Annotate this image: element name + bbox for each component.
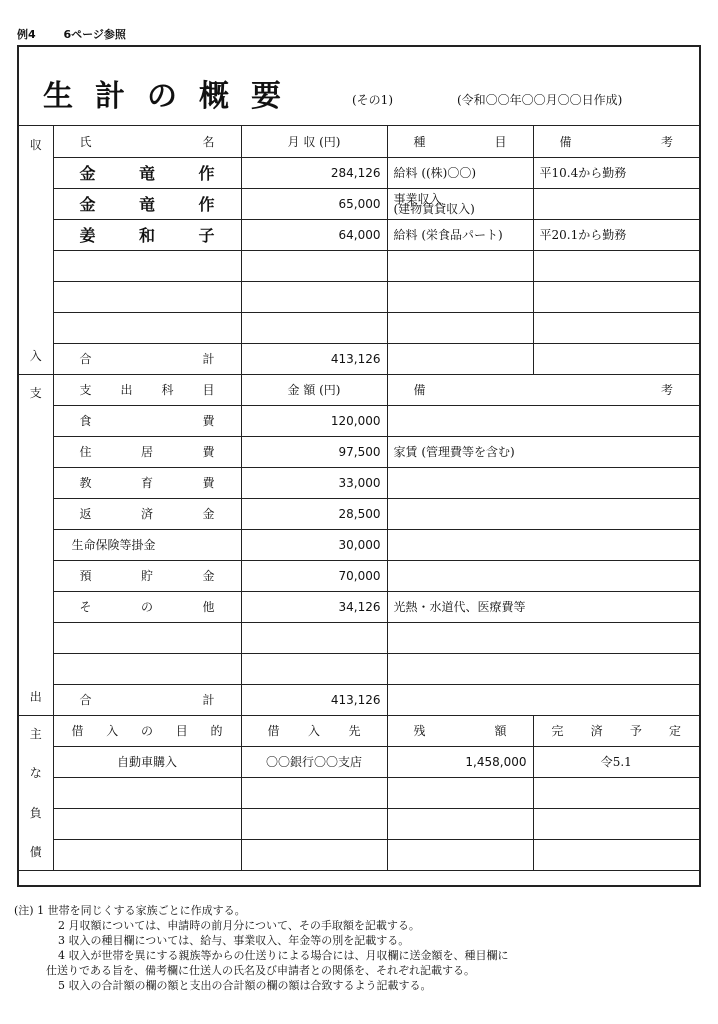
label-char: 入 <box>307 724 320 738</box>
living-summary-form <box>17 45 701 887</box>
label-char: 生命保険等掛金 <box>71 538 156 552</box>
income-amount-cell: 64,000 <box>241 219 387 250</box>
section-label <box>25 384 47 705</box>
expense-remarks-cell <box>387 467 699 498</box>
table-row <box>19 281 699 312</box>
table-row <box>19 405 699 436</box>
note-line: 5 収入の合計額の欄の額と支出の合計額の欄の額は合致するよう記載する。 <box>58 979 432 992</box>
label-char: 金 <box>202 507 215 521</box>
label-char: 居 <box>140 445 153 459</box>
empty-cell <box>53 777 241 808</box>
title-date: (令和〇〇年〇〇月〇〇日作成) <box>457 93 623 107</box>
title-part: (その1) <box>352 93 393 107</box>
label-char: 竜 <box>138 195 155 214</box>
section-label <box>25 725 47 860</box>
label-char: 出 <box>120 383 133 397</box>
label-char: 済 <box>140 507 153 521</box>
empty-cell <box>53 250 241 281</box>
income-name-cell <box>53 157 241 188</box>
table-row <box>19 126 699 157</box>
spread-label <box>60 223 235 246</box>
expense-item-header <box>53 374 241 405</box>
label-char: 額 <box>494 724 507 738</box>
label-char: 入 <box>29 348 42 363</box>
label-char: 金 <box>202 569 215 583</box>
label-char: 竜 <box>138 164 155 183</box>
expense-remarks-cell <box>387 498 699 529</box>
income-remarks-header <box>533 126 699 157</box>
empty-cell <box>53 808 241 839</box>
doc-header <box>17 26 126 42</box>
debt-purpose-cell: 自動車購入 <box>53 746 241 777</box>
note-line: (注) 1 世帯を同じくする家族ごとに作成する。 <box>14 904 246 917</box>
page-title: 生計の概要 <box>43 79 303 114</box>
expense-item-cell <box>53 405 241 436</box>
empty-cell <box>241 839 387 870</box>
empty-cell <box>533 250 699 281</box>
label-char: 支 <box>79 383 92 397</box>
empty-cell <box>387 622 699 653</box>
label-char: 収 <box>29 137 42 152</box>
example-number: 例4 <box>17 28 36 41</box>
empty-cell <box>533 808 699 839</box>
label-char: 主 <box>29 727 42 741</box>
label-char: 教 <box>79 476 92 490</box>
empty-cell <box>387 281 533 312</box>
empty-cell <box>241 808 387 839</box>
empty-cell <box>387 684 699 715</box>
label-char: 入 <box>106 724 119 738</box>
expense-amount-cell: 97,500 <box>241 436 387 467</box>
table-row <box>19 374 699 405</box>
table-row <box>19 560 699 591</box>
table-row <box>19 343 699 374</box>
title-box <box>19 47 699 126</box>
table-row <box>19 777 699 808</box>
empty-cell <box>53 839 241 870</box>
debt-plan-cell: 令5.1 <box>533 746 699 777</box>
expense-amount-cell: 28,500 <box>241 498 387 529</box>
label-char: 作 <box>198 195 215 214</box>
spread-label <box>60 691 235 708</box>
empty-cell <box>533 281 699 312</box>
spread-label <box>394 133 527 150</box>
section-label <box>25 136 47 364</box>
label-char: 作 <box>198 164 215 183</box>
spread-label <box>60 161 235 184</box>
label-char: 考 <box>660 134 673 149</box>
label-char: な <box>29 766 42 781</box>
label-char: 目 <box>494 134 507 149</box>
spread-label <box>394 722 527 739</box>
label-char: 子 <box>198 226 215 245</box>
label-char: 費 <box>202 445 215 459</box>
income-type-cell: 給料 ((株)〇〇) <box>387 157 533 188</box>
label-char: 借 <box>71 724 84 738</box>
spread-label <box>60 350 235 367</box>
label-char: 目 <box>175 724 188 738</box>
section-cell <box>19 715 53 870</box>
expense-total-label <box>53 684 241 715</box>
label-char: 備 <box>559 134 572 149</box>
table-row <box>19 498 699 529</box>
label-char: 貯 <box>140 569 153 583</box>
spread-label <box>394 381 694 398</box>
expense-remarks-cell: 家賃 (管理費等を含む) <box>387 436 699 467</box>
income-name-header <box>53 126 241 157</box>
spread-label <box>60 192 235 215</box>
debt-balance-header <box>387 715 533 746</box>
notes <box>14 903 710 993</box>
table-row <box>19 529 699 560</box>
label-char: 債 <box>29 844 42 859</box>
empty-cell <box>387 343 533 374</box>
empty-cell <box>241 250 387 281</box>
empty-cell <box>387 250 533 281</box>
label-char: 科 <box>161 383 174 397</box>
spread-label <box>60 474 235 491</box>
income-type-cell: 事業収入 (建物賃貸収入) <box>387 188 533 219</box>
label-char: 備 <box>413 383 426 397</box>
empty-cell <box>387 777 533 808</box>
table-row <box>19 436 699 467</box>
label-char: 費 <box>202 476 215 490</box>
expense-amount-cell: 30,000 <box>241 529 387 560</box>
expense-remarks-header <box>387 374 699 405</box>
label-char: 借 <box>267 724 280 738</box>
label-char: 金 <box>79 195 96 214</box>
income-amount-header: 月 収 (円) <box>241 126 387 157</box>
note-line: 3 収入の種目欄については、給与、事業収入、年金等の別を記載する。 <box>58 934 410 947</box>
label-char: 種 <box>413 134 426 149</box>
label-char: 返 <box>79 507 92 521</box>
note-line: 仕送りである旨を、備考欄に仕送人の氏名及び申請者との関係を、それぞれ記載する。 <box>46 964 475 977</box>
label-char: 他 <box>202 600 215 614</box>
empty-cell <box>241 777 387 808</box>
label-char: 先 <box>348 724 361 738</box>
empty-cell <box>387 839 533 870</box>
spread-label <box>248 722 381 739</box>
label-char: 目 <box>202 383 215 397</box>
table-row <box>19 622 699 653</box>
label-char: 預 <box>79 569 92 583</box>
label-char: 育 <box>140 476 153 490</box>
empty-cell <box>533 777 699 808</box>
label-char: 金 <box>79 164 96 183</box>
empty-cell <box>53 653 241 684</box>
debt-plan-header <box>533 715 699 746</box>
table-row <box>19 188 699 219</box>
income-type-header <box>387 126 533 157</box>
empty-cell <box>53 312 241 343</box>
empty-cell <box>241 281 387 312</box>
expense-remarks-cell <box>387 560 699 591</box>
expense-item-cell <box>53 560 241 591</box>
label-char: 負 <box>29 805 42 820</box>
label-char: 和 <box>138 226 155 245</box>
income-total-label <box>53 343 241 374</box>
empty-cell <box>533 839 699 870</box>
debt-lender-header <box>241 715 387 746</box>
expense-remarks-cell <box>387 529 699 560</box>
empty-cell <box>53 281 241 312</box>
expense-amount-cell: 70,000 <box>241 560 387 591</box>
spread-label <box>60 412 235 429</box>
expense-item-cell <box>53 467 241 498</box>
table-row <box>19 157 699 188</box>
spread-label <box>60 443 235 460</box>
expense-total-value: 413,126 <box>241 684 387 715</box>
empty-cell <box>241 653 387 684</box>
expense-item-cell <box>53 591 241 622</box>
section-cell <box>19 126 53 374</box>
label-char: 計 <box>202 693 215 707</box>
table-row <box>19 746 699 777</box>
section-cell <box>19 374 53 715</box>
table-row <box>19 839 699 870</box>
table-row <box>19 591 699 622</box>
label-char: 計 <box>202 352 215 366</box>
empty-cell <box>241 312 387 343</box>
note-line: 4 収入が世帯を異にする親族等からの仕送りによる場合には、月収欄に送金額を、種目欄に <box>58 949 509 962</box>
expense-amount-cell: 33,000 <box>241 467 387 498</box>
spread-label <box>60 567 235 584</box>
label-char: 定 <box>668 724 681 738</box>
spread-label <box>60 381 235 398</box>
spread-label <box>540 133 694 150</box>
expense-amount-cell: 120,000 <box>241 405 387 436</box>
table-row <box>19 715 699 746</box>
spread-label <box>60 133 235 150</box>
expense-amount-cell: 34,126 <box>241 591 387 622</box>
income-remarks-cell <box>533 188 699 219</box>
empty-cell <box>533 343 699 374</box>
expense-remarks-cell <box>387 405 699 436</box>
label-char: 考 <box>660 383 673 397</box>
expense-item-cell <box>53 529 241 560</box>
label-char: 済 <box>590 724 603 738</box>
income-name-cell <box>53 219 241 250</box>
empty-cell <box>533 312 699 343</box>
label-char: の <box>140 600 153 614</box>
expense-remarks-cell: 光熱・水道代、医療費等 <box>387 591 699 622</box>
label-char: そ <box>79 600 92 614</box>
spread-label <box>60 722 235 739</box>
table-row <box>19 312 699 343</box>
empty-cell <box>53 622 241 653</box>
label-char: 名 <box>202 134 215 149</box>
income-amount-cell: 65,000 <box>241 188 387 219</box>
table-row <box>19 467 699 498</box>
debt-balance-cell: 1,458,000 <box>387 746 533 777</box>
label-char: 予 <box>629 724 642 738</box>
label-char: 出 <box>29 690 42 704</box>
debt-lender-cell: 〇〇銀行〇〇支店 <box>241 746 387 777</box>
spread-label <box>60 505 235 522</box>
expense-item-cell <box>53 498 241 529</box>
spread-label <box>540 722 694 739</box>
table-row <box>19 250 699 281</box>
label-char: 住 <box>79 445 92 459</box>
table-row <box>19 684 699 715</box>
label-char: 支 <box>29 386 42 400</box>
income-amount-cell: 284,126 <box>241 157 387 188</box>
empty-cell <box>387 653 699 684</box>
empty-cell <box>387 808 533 839</box>
label-char: 完 <box>551 724 564 738</box>
income-total-value: 413,126 <box>241 343 387 374</box>
label-char: 費 <box>202 414 215 428</box>
expense-item-cell <box>53 436 241 467</box>
income-remarks-cell: 平10.4から勤務 <box>533 157 699 188</box>
spread-label <box>60 598 235 615</box>
label-char: の <box>140 724 153 738</box>
label-char: 合 <box>79 693 92 707</box>
table-row <box>19 808 699 839</box>
label-char: 残 <box>413 724 426 738</box>
empty-cell <box>241 622 387 653</box>
label-char: 合 <box>79 352 92 366</box>
income-name-cell <box>53 188 241 219</box>
debt-purpose-header <box>53 715 241 746</box>
empty-cell <box>387 312 533 343</box>
table-row <box>19 219 699 250</box>
income-remarks-cell: 平20.1から勤務 <box>533 219 699 250</box>
table-row <box>19 653 699 684</box>
expense-amount-header: 金 額 (円) <box>241 374 387 405</box>
label-char: 的 <box>210 724 223 738</box>
income-type-cell: 給料 (栄食品パート) <box>387 219 533 250</box>
page-reference: 6ページ参照 <box>63 28 126 41</box>
summary-table <box>19 126 699 871</box>
label-char: 氏 <box>79 134 92 149</box>
label-char: 姜 <box>79 226 96 245</box>
label-char: 食 <box>79 414 92 428</box>
note-line: 2 月収額については、申請時の前月分について、その手取額を記載する。 <box>58 919 420 932</box>
